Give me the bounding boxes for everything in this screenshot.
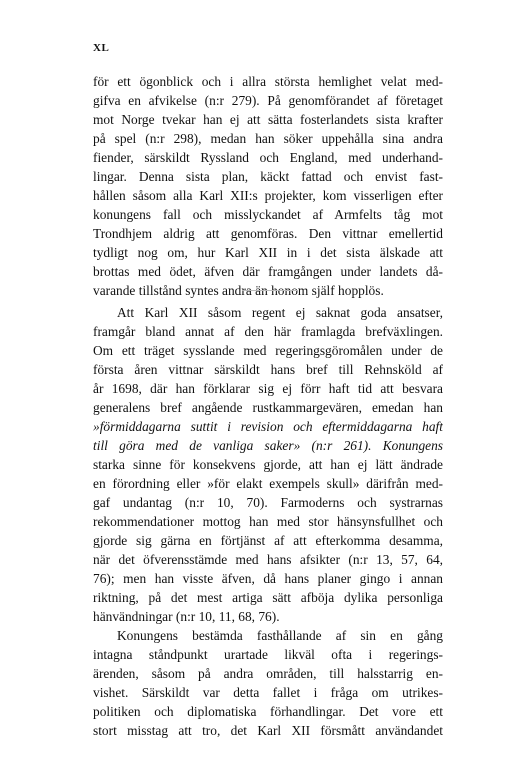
text-line: tydligt nog om, hur Karl XII in i det sista älskade att xyxy=(93,245,443,260)
text-line: gifva en afvikelse (n:r 279). På genomförandet af företaget xyxy=(93,93,443,108)
text-line: år 1698, där han förklarar sig ej förr haft tid att besvara xyxy=(93,381,443,396)
text-line: gaf undantag (n:r 10, 70). Farmoderns och systrarnas xyxy=(93,495,443,510)
section-divider xyxy=(242,290,298,291)
text-line: första åren vittnar särskildt hans bref till Rehnsköld af xyxy=(93,362,443,377)
text-line: Konungens bestämda fasthållande af sin en gång xyxy=(117,628,443,643)
paragraph-continued xyxy=(93,72,443,300)
text-line: Att Karl XII såsom regent ej saknat goda ansatser, xyxy=(117,305,443,320)
text-line: rekommendationer mottog han med stor hänsynsfullhet och xyxy=(93,514,443,529)
text-line: konungens fall och misslyckandet af Armfelts tåg mot xyxy=(93,207,443,222)
text-line: generalens bref angående rustkammargevären, emedan han xyxy=(93,400,443,415)
text-line: gjorde sig gärna en förtjänst af att efterkomma desamma, xyxy=(93,533,443,548)
text-line: hållen såsom alla Karl XII:s projekter, kom visserligen efter xyxy=(93,188,443,203)
text-line: en förordning eller »för elakt exempels skull» därifrån med- xyxy=(93,476,443,491)
text-line: Trondhjem aldrig att genomföras. Den vittnar emellertid xyxy=(93,226,443,241)
text-line: stort misstag att tro, det Karl XII försmått användandet xyxy=(93,723,443,738)
text-line: framgår bland annat af den här framlagda brefväxlingen. xyxy=(93,324,443,339)
text-line: varande tillstånd syntes andra än honom själf hopplös. xyxy=(93,283,384,298)
text-line: fiender, särskildt Ryssland och England, med underhand- xyxy=(93,150,443,165)
text-line: 76); men han visste äfven, då hans planer gingo i annan xyxy=(93,571,443,586)
text-line: politiken och diplomatiska förhandlingar. Det vore ett xyxy=(93,704,443,719)
text-line: hänvändningar (n:r 10, 11, 68, 76). xyxy=(93,609,280,624)
text-line: när det öfverensstämde med hans afsikter (n:r 13, 57, 64, xyxy=(93,552,443,567)
text-line: lingar. Denna sista plan, käckt fattad och envist fast- xyxy=(93,169,443,184)
text-line: brottas med ödet, äfven där framgången under landets då- xyxy=(93,264,443,279)
text-line-italic: till göra med de vanliga saker» (n:r 261). Konungens xyxy=(93,438,443,453)
text-line: starka sinne för konsekvens gjorde, att han ej lätt ändrade xyxy=(93,457,443,472)
text-line: ärenden, såsom på andra områden, till halsstarrig en- xyxy=(93,666,443,681)
paragraph-section xyxy=(93,303,443,740)
text-line: vishet. Särskildt var detta fallet i fråga om utrikes- xyxy=(93,685,443,700)
page-number: XL xyxy=(93,42,110,54)
text-line: mot Norge tvekar han ej att sätta fosterlandets sista krafter xyxy=(93,112,443,127)
text-line: riktning, på det mest artiga sätt afböja dylika personliga xyxy=(93,590,443,605)
text-line: Om ett träget sysslande med regeringsgöromålen under de xyxy=(93,343,443,358)
text-line-italic: »förmiddagarna suttit i revision och eftermiddagarna haft xyxy=(93,419,443,434)
text-line: på spel (n:r 298), medan han söker uppehålla sina andra xyxy=(93,131,443,146)
text-line: för ett ögonblick och i allra största hemlighet velat med- xyxy=(93,74,443,89)
text-line: intagna ståndpunkt urartade likväl ofta i regerings- xyxy=(93,647,443,662)
